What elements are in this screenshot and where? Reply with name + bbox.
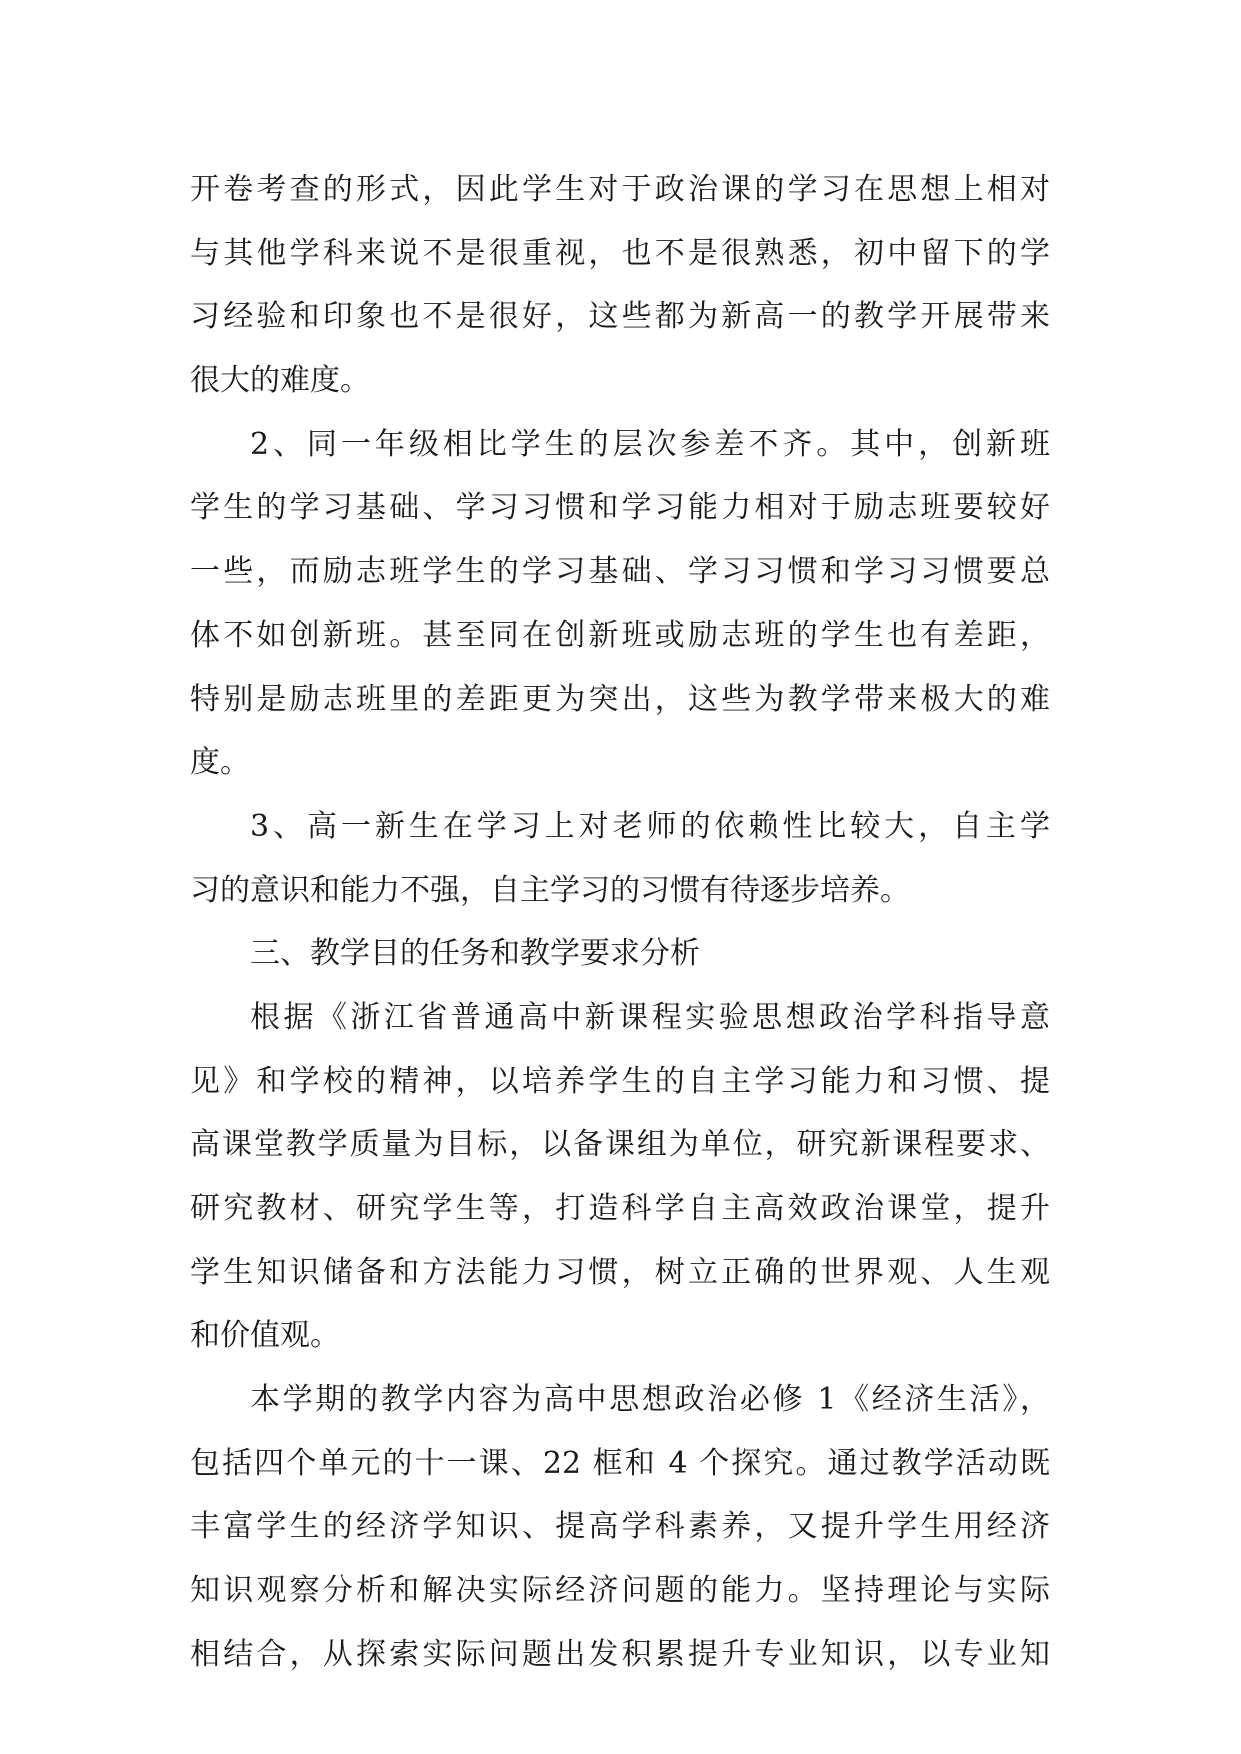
text-line: 很大的难度。 — [190, 363, 370, 399]
text-line: 习经验和印象也不是很好，这些都为新高一的教学开展带来 — [190, 299, 1050, 335]
text-line: 见》和学校的精神，以培养学生的自主学习能力和习惯、提 — [190, 1063, 1050, 1099]
text-line: 高课堂教学质量为目标，以备课组为单位，研究新课程要求、 — [190, 1127, 1050, 1163]
text-line: 丰富学生的经济学知识、提高学科素养，又提升学生用经济 — [190, 1509, 1050, 1545]
text-line: 和价值观。 — [190, 1318, 340, 1354]
text-line: 2、同一年级相比学生的层次参差不齐。其中，创新班 — [250, 426, 1050, 462]
text-line: 三、教学目的任务和教学要求分析 — [250, 936, 700, 972]
text-line: 相结合，从探索实际问题出发积累提升专业知识，以专业知 — [190, 1636, 1050, 1672]
text-line: 本学期的教学内容为高中思想政治必修 1《经济生活》， — [250, 1382, 1050, 1418]
text-line: 知识观察分析和解决实际经济问题的能力。坚持理论与实际 — [190, 1573, 1050, 1609]
text-line: 体不如创新班。甚至同在创新班或励志班的学生也有差距， — [190, 617, 1050, 653]
text-line: 研究教材、研究学生等，打造科学自主高效政治课堂，提升 — [190, 1191, 1050, 1226]
text-line: 与其他学科来说不是很重视，也不是很熟悉，初中留下的学 — [190, 235, 1050, 271]
text-line: 度。 — [190, 745, 250, 781]
text-line: 根据《浙江省普通高中新课程实验思想政治学科指导意 — [250, 999, 1050, 1035]
text-line: 习的意识和能力不强，自主学习的习惯有待逐步培养。 — [190, 872, 910, 908]
text-line: 3、高一新生在学习上对老师的依赖性比较大，自主学 — [250, 808, 1050, 844]
text-line: 学生知识储备和方法能力习惯，树立正确的世界观、人生观 — [190, 1254, 1050, 1290]
text-line: 一些，而励志班学生的学习基础、学习习惯和学习习惯要总 — [190, 554, 1050, 590]
text-line: 特别是励志班里的差距更为突出，这些为教学带来极大的难 — [190, 681, 1050, 717]
text-line: 开卷考查的形式，因此学生对于政治课的学习在思想上相对 — [190, 172, 1050, 207]
text-line: 学生的学习基础、学习习惯和学习能力相对于励志班要较好 — [190, 490, 1050, 526]
body-text — [190, 158, 1050, 1687]
text-line: 包括四个单元的十一课、22 框和 4 个探究。通过教学活动既 — [190, 1445, 1050, 1481]
